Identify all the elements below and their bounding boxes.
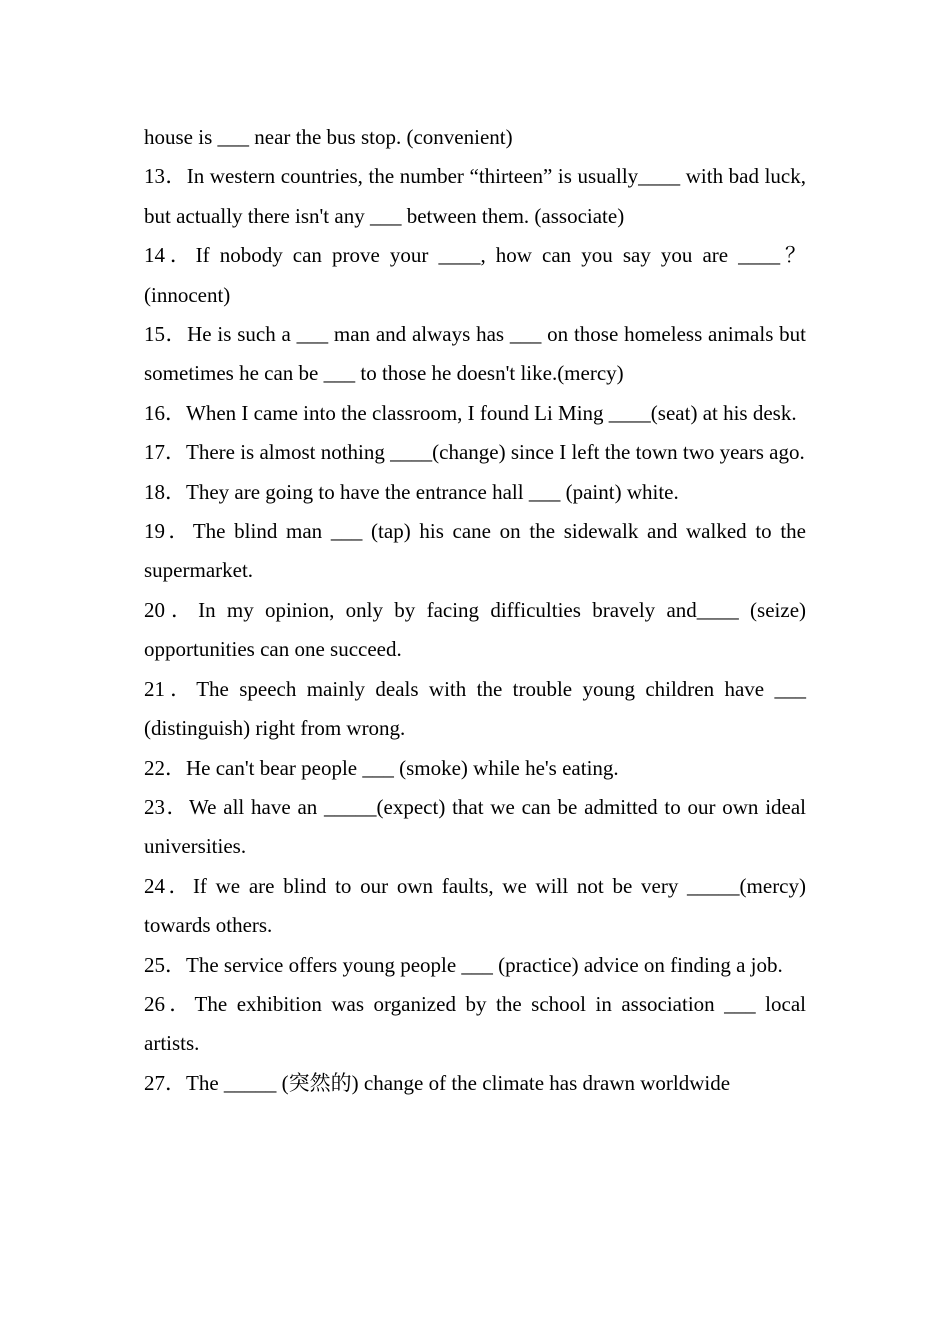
question-item-21: 21．The speech mainly deals with the trouble young children have ___ (distinguish) right from wrong.	[144, 676, 806, 741]
question-item-20: 20．In my opinion, only by facing difficulties bravely and____ (seize) opportunities can one succeed.	[144, 597, 807, 662]
question-item-19: 19．The blind man ___ (tap) his cane on the sidewalk and walked to the supermarket.	[144, 519, 807, 583]
question-item-14: 14．If nobody can prove your ____, how can you say you are ____？(innocent)	[144, 243, 807, 307]
question-item-27: 27．The _____ (突然的) change of the climate has drawn worldwide	[144, 1070, 731, 1095]
question-item-17: 17．There is almost nothing ____(change) since I left the town two years ago.	[144, 440, 805, 465]
question-item-15: 15．He is such a ___ man and always has ___ on those homeless animals but sometimes he can be ___ to those he doesn't like.(mercy)	[144, 322, 807, 386]
question-item-18: 18．They are going to have the entrance hall ___ (paint) white.	[144, 479, 679, 504]
question-item-13: 13．In western countries, the number “thirteen” is usually____ with bad luck, but actually there isn't any ___ between them. (associate)	[144, 164, 807, 228]
question-item-22: 22．He can't bear people ___ (smoke) while he's eating.	[144, 755, 619, 780]
question-item-12-continued: house is ___ near the bus stop. (convenient)	[144, 125, 513, 149]
question-item-16: 16．When I came into the classroom, I found Li Ming ____(seat) at his desk.	[144, 400, 797, 425]
document-page	[144, 118, 806, 1103]
question-item-24: 24．If we are blind to our own faults, we will not be very _____(mercy) towards others.	[144, 873, 806, 938]
question-item-26: 26．The exhibition was organized by the school in association ___ local artists.	[144, 991, 806, 1056]
question-item-25: 25．The service offers young people ___ (practice) advice on finding a job.	[144, 952, 783, 977]
question-item-23: 23．We all have an _____(expect) that we can be admitted to our own ideal universities.	[144, 794, 806, 859]
